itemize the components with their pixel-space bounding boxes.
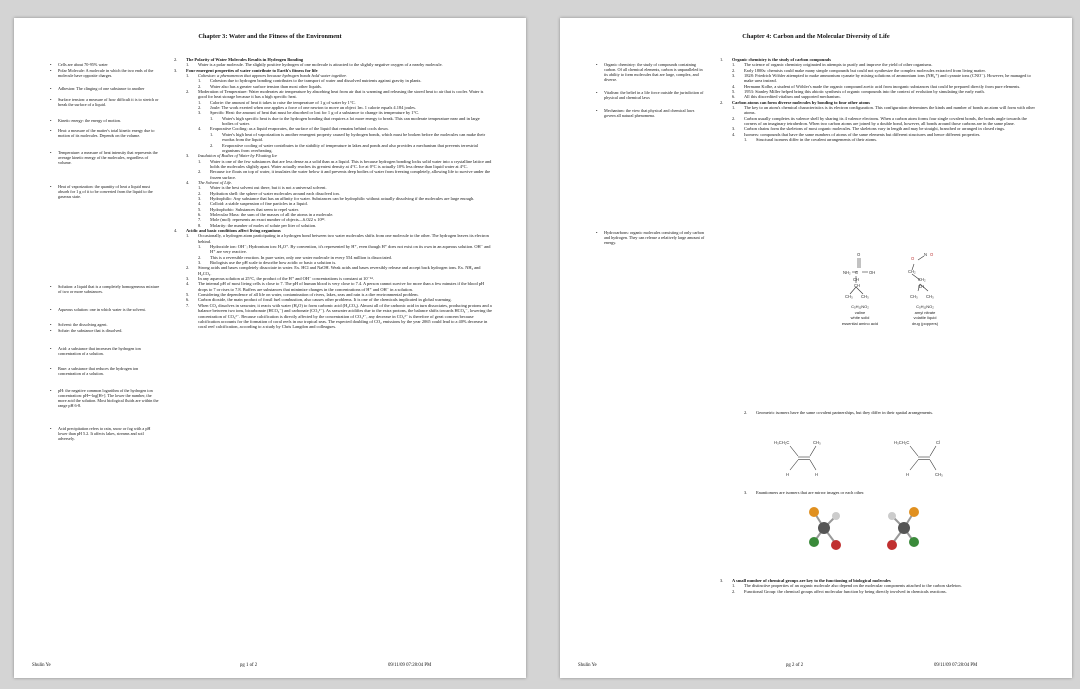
valine-kind: essential amino acid	[841, 320, 879, 326]
margin-note	[596, 230, 706, 245]
outline-text: Functional Group: the chemical groups affect molecular function by being directly involved in chemicals reactions.	[744, 588, 947, 594]
bullet-icon: •	[50, 346, 52, 351]
outline-text: Colloid: a stable suspension of fine particles in a liquid.	[210, 201, 308, 207]
outline-item	[174, 233, 492, 244]
margin-note-text: Aqueous solution: one in which water is the solvent.	[58, 307, 146, 312]
outline-text: Cohesion due to hydrogen bonding contributes to the transport of water and dissolved nutrients against gravity in plants.	[210, 78, 422, 84]
bullet-icon: •	[50, 62, 52, 67]
outline-text: Hydration shell: the sphere of water molecules around each dissolved ion.	[210, 190, 340, 196]
outline-number: 3.	[186, 276, 190, 282]
outline-text: Water is one of the few substances that are less dense as a solid than as a liquid. This is because hydrogen bonding locks solid water into a crystalline lattice and holds the molecules slightly apart. Water actually reaches its greatest density at 4°C. Ice at 0°C is actually 10% less dense than liquid water at 4°C.	[210, 158, 492, 169]
margin-note-text: Solvent: the dissolving agent.	[58, 322, 108, 327]
geometric-isomers-figure	[758, 436, 1008, 482]
main-outline	[720, 57, 1038, 143]
geo-left-group-2: CH₃	[813, 440, 821, 445]
margin-note-text: Solute: the substance that is dissolved.	[58, 328, 123, 333]
svg-text:OH: OH	[869, 270, 876, 275]
margin-note-text: Solution: a liquid that is a completely homogeneous mixture of two or more substances.	[58, 284, 160, 294]
outline-number: 3.	[186, 153, 190, 159]
margin-note	[596, 62, 706, 82]
bullet-icon: •	[596, 90, 598, 95]
footer-date: 09/11/09 07:28:04 PM	[388, 663, 432, 668]
outline-text: Isomers: compounds that have the same numbers of atoms of the same elements but different structures and hence different properties.	[744, 131, 981, 137]
amyl-nitrate-caption	[904, 304, 946, 326]
svg-text:CH₂: CH₂	[918, 277, 926, 282]
margin-note	[50, 307, 160, 312]
svg-text:CH₃: CH₃	[910, 294, 918, 299]
outline-text: Mole (mol): represents an exact number of objects—6.022 x 10²³.	[210, 217, 326, 223]
svg-text:CH₃: CH₃	[861, 294, 869, 299]
outline-number: 6.	[186, 297, 190, 303]
outline-number: 4.	[198, 126, 202, 132]
outline-text: This is a reversible reaction. In pure water, only one water molecule in every 554 million is dissociated.	[210, 254, 392, 260]
svg-text:CH₂: CH₂	[908, 269, 916, 274]
margin-note	[50, 128, 160, 138]
outline-item	[720, 589, 1038, 594]
document-page-2	[560, 18, 1072, 678]
margin-note-text: Polar Molecule: A molecule in which the two ends of the molecule have opposite charges.	[58, 68, 154, 78]
outline-number: 5.	[186, 292, 190, 298]
outline-number: 1.	[732, 105, 736, 111]
outline-number: 1.	[186, 233, 190, 239]
margin-note	[50, 346, 160, 356]
outline-number: 2.	[210, 142, 214, 148]
outline-text: Cohesion: a phenomenon that appears because hydrogen bonds hold water together.	[198, 73, 347, 79]
margin-note	[50, 86, 160, 91]
bullet-icon: •	[50, 366, 52, 371]
footer-author: Shulin Ye	[578, 663, 597, 668]
amyl-nitrate-name: amyl nitrate	[914, 309, 936, 315]
main-outline-geometric	[720, 410, 1038, 415]
margin-note-text: pH: the negative common logarithm of the hydrogen ion concentration: pH=-log[H+]. The lower the number, the more acid the solution. Most biological fluids are within the range pH 6-8.	[58, 388, 159, 408]
outline-number: 4.	[732, 83, 736, 89]
footer-page-number: pg 1 of 2	[240, 663, 258, 668]
outline-text: Four emergent properties of water contribute to Earth's fitness for life	[186, 67, 318, 73]
outline-text: 1828: Friedrich Wöhler attempted to make ammonium cyanate by mixing solutions of ammonium ions (NH₄⁺) and cyanate ions (CNO⁻). However, he managed to make urea instead.	[744, 73, 1031, 84]
geo-right-group-2: Cl	[936, 440, 940, 445]
outline-number: 2.	[744, 410, 748, 415]
margin-note-text: Hydrocarbons: organic molecules consisting of only carbon and hydrogen. They can release a relatively large amount of energy.	[604, 230, 705, 245]
outline-number: 2.	[732, 115, 736, 121]
valine-formula: C₅H₁₁NO₂	[851, 304, 869, 309]
outline-text: Hydrophobic: Substances that seem to repel water.	[210, 206, 299, 212]
outline-text: Carbon atoms can form diverse molecules by bonding to four other atoms	[732, 99, 871, 105]
bullet-icon: •	[50, 68, 52, 73]
outline-text: Acidic and basic conditions affect living organisms	[186, 228, 281, 233]
outline-number: 4.	[186, 179, 190, 185]
outline-number: 3.	[732, 73, 736, 79]
svg-text:O: O	[930, 252, 934, 257]
bullet-icon: •	[596, 62, 598, 67]
outline-number: 2.	[198, 190, 202, 196]
margin-note	[50, 322, 160, 327]
margin-note-text: Base: a substance that reduces the hydrogen ion concentration of a solution.	[58, 366, 139, 376]
outline-number: 1.	[198, 158, 202, 164]
outline-item	[720, 73, 1038, 84]
margin-note	[50, 366, 160, 376]
bullet-icon: •	[596, 230, 598, 235]
outline-item	[720, 490, 1038, 495]
outline-text: Considering the dependence of all life on water, contamination of rivers, lakes, seas and rain is a dire environmental problem.	[198, 292, 419, 298]
outline-text: Strong acids and bases completely dissociate in water. Ex. HCl and NaOH. Weak acids and bases reversibly release and accept back hydrogen ions. Ex. NH₃ and H₂CO₃.	[198, 265, 481, 276]
margin-note	[50, 184, 160, 199]
outline-text: Hydroxide ion: OH⁻; Hydronium ion: H₃O⁺. By convention, it's represented by H⁺, even though H⁺ does not exist on its own in an aqueous solution. OH⁻ and H⁺ are very reactive.	[210, 244, 491, 255]
outline-text: When CO₂ dissolves in seawater, it reacts with water (H₂O) to form carbonic acid (H₂CO₃). Almost all of the carbonic acid in turn dissociates, producing protons and a balance between two ions, bicarbonate (HCO₃⁻) and carbonate (CO₃²⁻). As seawater acidifies due to the extra protons, the balance shifts towards HCO₃⁻, lowering the concentration of CO₃²⁻. Because calcification is directly affected by the concentration of CO₃²⁻, any decrease in CO₃²⁻ is therefore of great concern because calcification accounts for the formation of coral reefs in our tropical seas. The expected doubling of CO₂ emissions by the year 2065 could lead to a 40% decrease in coral reef calcification, according to a study by Chris Langdon and colleagues.	[198, 302, 492, 330]
margin-note-text: Temperature: a measure of heat intensity that represents the average kinetic energy of the molecules, regardless of volume.	[58, 150, 158, 165]
outline-number: 2.	[186, 89, 190, 95]
outline-text: Calorie: the amount of heat it takes to raise the temperature of 1 g of water by 1°C.	[210, 99, 356, 105]
margin-note	[596, 90, 706, 100]
geo-left-group-1: H₃CH₂C	[774, 440, 790, 445]
amyl-nitrate-state: volatile liquid	[913, 315, 937, 320]
footer-page-number: pg 2 of 2	[786, 663, 804, 668]
bullet-icon: •	[50, 118, 52, 123]
outline-number: 2.	[174, 57, 178, 62]
outline-text: Early 1800s: chemists could make many simple compounds but could not synthesize the complex molecules extracted from living matter.	[744, 67, 986, 73]
outline-text: The Solvent of Life.	[198, 179, 233, 185]
margin-note-text: Adhesion: The clinging of one substance to another	[58, 86, 145, 91]
outline-number: 1.	[732, 583, 736, 589]
outline-item	[174, 265, 492, 276]
margin-note-text: Acid precipitation refers to rain, snow or fog with a pH lower than pH 5.2. It affects lakes, streams and soil adversely.	[58, 426, 151, 441]
outline-number: 2.	[198, 254, 202, 260]
bullet-icon: •	[50, 128, 52, 133]
margin-note-text: Surface tension: a measure of how difficult it is to stretch or break the surface of a liquid.	[58, 97, 159, 107]
margin-note-text: Kinetic energy: the energy of motion.	[58, 118, 121, 123]
outline-number: 2.	[198, 169, 202, 175]
outline-text: Insulation of Bodies of Water by Floating Ice	[198, 153, 278, 159]
outline-text: Because ice floats on top of water, it insulates the water below it and prevents deep bodies of water from freezing completely, allowing life to survive under the frozen surface.	[210, 169, 491, 180]
outline-item	[720, 116, 1038, 127]
margin-note-text: Acid: a substance that increases the hydrogen ion concentration of a solution.	[58, 346, 141, 356]
outline-number: 4.	[186, 281, 190, 287]
outline-number: 1.	[732, 62, 736, 68]
svg-text:CH₃: CH₃	[926, 294, 934, 299]
bullet-icon: •	[50, 307, 52, 312]
outline-text: All this discredited vitalism and supported mechanism.	[744, 94, 841, 100]
outline-number: 5.	[732, 89, 736, 95]
outline-text: Carbon usually completes its valence shell by sharing its 4 valence electrons. When a carbon atom forms four single covalent bonds, the bonds angle towards the corners of an imaginary tetrahedron. When two carbon atoms are joined by a double bond, however, all bonds around those carbons are in the same plane.	[744, 115, 1027, 127]
outline-number: 5.	[198, 206, 202, 212]
outline-number: 2.	[732, 67, 736, 73]
outline-text: The internal pH of most living cells is close to 7. The pH of human blood is very close to 7.4. A person cannot survive for more than a few minutes if the blood pH drops to 7 or rises to 7.8. Buffers are substances that minimize changes in the concentrations of H⁺ and OH⁻ in a solution.	[198, 281, 485, 292]
outline-text: Enantiomers are isomers that are mirror images or each other.	[756, 490, 865, 495]
outline-item	[174, 159, 492, 170]
page-title: Chapter 4: Carbon and the Molecular Diversity of Life	[742, 33, 890, 40]
margin-note-text: Vitalism: the belief in a life force outside the jurisdiction of physical and chemical laws	[604, 90, 704, 100]
outline-text: Specific Heat: the amount of heat that must be absorbed or lost for 1 g of a substance to change its temperature by 1°C.	[210, 110, 420, 116]
outline-item	[174, 244, 492, 255]
geo-left-group-3: H	[786, 472, 790, 477]
svg-text:CH: CH	[854, 283, 861, 288]
outline-item	[174, 281, 492, 292]
margin-note	[50, 388, 160, 408]
outline-item	[174, 89, 492, 100]
bullet-icon: •	[50, 150, 52, 155]
outline-number: 1.	[198, 99, 202, 105]
geo-right-group-4: CH₃	[935, 472, 943, 477]
outline-number: 1.	[186, 73, 190, 79]
document-page-1	[14, 18, 526, 678]
outline-number: 4.	[174, 228, 178, 233]
outline-text: Evaporative Cooling: as a liquid evaporates, the surface of the liquid that remains behind cools down.	[210, 126, 389, 132]
outline-number: 7.	[186, 302, 190, 308]
outline-number: 2.	[198, 105, 202, 111]
outline-item	[174, 169, 492, 180]
svg-text:O: O	[857, 252, 861, 257]
margin-note	[50, 97, 160, 107]
outline-number: 2.	[186, 265, 190, 271]
margin-note-text: Heat of vaporization: the quantity of heat a liquid must absorb for 1 g of it to be converted from the liquid to the gaseous state.	[58, 184, 153, 199]
geo-left-group-4: H	[815, 472, 819, 477]
bullet-icon: •	[50, 284, 52, 289]
outline-number: 1.	[720, 57, 724, 62]
svg-text:NH₂: NH₂	[843, 270, 851, 275]
main-outline-enantiomers	[720, 490, 1038, 495]
outline-number: 1.	[210, 115, 214, 121]
outline-number: 6.	[198, 211, 202, 217]
outline-text: Evaporative cooling of water contributes to the stability of temperature in lakes and ponds and also provides a mechanism that prevents terrestrial organisms from overheating.	[222, 142, 478, 153]
outline-number: 1.	[210, 131, 214, 137]
bullet-icon: •	[50, 97, 52, 102]
outline-text: Moderation of Temperature: Water moderates air temperature by absorbing heat from air that is warming and releasing the stored heat to air that is cooler. Water is good for heat storage because it has a high specific heat.	[198, 89, 484, 100]
outline-number: 3.	[174, 67, 178, 73]
outline-text: The key to an atom's chemical characteristics is its electron configuration. This configuration determines the kinds and number of bonds an atom will form with other atoms.	[744, 105, 1035, 116]
bullet-icon: •	[50, 426, 52, 431]
bullet-icon: •	[50, 322, 52, 327]
outline-number: 1.	[186, 62, 190, 68]
outline-item	[174, 143, 492, 154]
outline-text: Water is the best solvent out there, but it is not a universal solvent.	[210, 185, 327, 191]
outline-number: 2.	[720, 99, 724, 105]
outline-number: 3.	[198, 110, 202, 116]
margin-note	[50, 150, 160, 165]
outline-text: Joule: The work exerted when one applies a force of one newton to move an object 1m. 1 calorie equals 4.184 joules.	[210, 105, 416, 111]
margin-note	[50, 68, 160, 78]
outline-text: The science of organic chemistry originated in attempts to purify and improve the yield of other organisms.	[744, 62, 933, 68]
outline-number: 1.	[198, 78, 202, 84]
valine-state: white solid	[850, 315, 870, 320]
outline-number: 2.	[198, 83, 202, 89]
outline-text: Water is a polar molecule. The slightly positive hydrogen of one molecule is attracted to the slightly negative oxygen of a nearby molecule.	[198, 62, 443, 68]
outline-text: Water's high heat of vaporization is another emergent property caused by hydrogen bonds, which must be broken before the molecules can make their exodus from the liquid.	[222, 131, 486, 143]
outline-text: Biologists use the pH scale to describe how acidic or basic a solution is.	[210, 260, 337, 266]
bullet-icon: •	[596, 108, 598, 113]
amyl-nitrate-kind: drug (poppers)	[911, 320, 939, 326]
margin-note	[50, 284, 160, 294]
outline-text: The Polarity of Water Molecules Results in Hydrogen Bonding	[186, 57, 304, 62]
outline-text: Water also has a greater surface tension than most other liquids.	[210, 83, 322, 89]
margin-note-text: Mechanism: the view that physical and chemical laws govern all natural phenomena.	[604, 108, 695, 118]
outline-item	[720, 105, 1038, 116]
outline-item	[174, 116, 492, 127]
outline-text: Geometric isomers have the same covalent partnerships, but they differ in their spatial arrangements.	[756, 410, 934, 415]
outline-number: 8.	[198, 222, 202, 228]
outline-number: 3.	[198, 260, 202, 266]
footer-date: 09/11/09 07:28:04 PM	[934, 663, 978, 668]
outline-number: 3.	[198, 195, 202, 201]
outline-number: 6.	[732, 94, 736, 100]
svg-text:CH₃: CH₃	[845, 294, 853, 299]
outline-text: Structural isomers differ in the covalent arrangements of their atoms.	[756, 137, 878, 143]
outline-text: Molecular Mass: the sum of the masses of all the atoms in a molecule.	[210, 211, 334, 217]
outline-number: 3.	[720, 578, 724, 583]
bullet-icon: •	[50, 388, 52, 393]
svg-text:CH: CH	[918, 284, 925, 289]
amyl-nitrate-formula: C₅H₁₁NO₂	[916, 304, 934, 309]
page-title: Chapter 3: Water and the Fitness of the Environment	[198, 33, 342, 40]
outline-number: 3.	[744, 490, 748, 495]
outline-number: 2.	[732, 588, 736, 594]
outline-text: Molarity: the number of moles of solute per liter of solution.	[210, 222, 317, 228]
outline-text: Occasionally, a hydrogen atom participating in a hydrogen bond between two water molecules shifts from one molecule to the other. The hydrogen leaves its electron behind.	[198, 233, 489, 244]
svg-text:N: N	[924, 252, 928, 257]
outline-item	[720, 410, 1038, 415]
outline-text: A small number of chemical groups are key to the functioning of biological molecules	[732, 578, 891, 583]
margin-note	[596, 108, 706, 118]
footer-author: Shulin Ye	[32, 663, 51, 668]
margin-note	[50, 426, 160, 441]
outline-text: Water's high specific heat is due to the hydrogen bonding that requires a lot more energy to break. This can moderate temperature near and in large bodies of water.	[222, 115, 480, 127]
outline-number: 7.	[198, 217, 202, 223]
bullet-icon: •	[50, 86, 52, 91]
margin-note	[50, 328, 160, 333]
outline-text: Hydrophilic: Any substance that has an affinity for water. Substances can be hydrophilic without actually dissolving if the molecules are large enough.	[210, 195, 475, 201]
bullet-icon: •	[50, 328, 52, 333]
bullet-icon: •	[50, 184, 52, 189]
outline-text: Hermann Kolbe, a student of Wöhler's made the organic compound acetic acid from inorganic substances that could be prepared directly from pure elements.	[744, 83, 1021, 89]
outline-number: 4.	[198, 201, 202, 207]
outline-text: The distinctive properties of an organic molecule also depend on the molecular components attached to the carbon skeleton.	[744, 583, 962, 589]
margin-note-text: Heat: a measure of the matter's total kinetic energy due to motion of its molecules. Depends on the volume.	[58, 128, 155, 138]
valine-caption	[840, 304, 880, 326]
main-outline-functional	[720, 578, 1038, 594]
svg-text:CH: CH	[853, 277, 860, 282]
margin-note	[50, 62, 160, 67]
enantiomers-figure	[792, 502, 942, 554]
valine-name: valine	[854, 309, 866, 315]
svg-text:C: C	[855, 270, 859, 275]
geo-right-group-3: H	[906, 472, 910, 477]
outline-text: In any aqueous solution at 25°C, the product of the H⁺ and OH⁻ concentrations is constant at 10⁻¹⁴.	[198, 276, 374, 282]
outline-item	[720, 137, 1038, 142]
margin-note-text: Organic chemistry: the study of compounds containing carbon. Of all chemical elements, carbon is unparalleled in its ability to form molecules that are large, complex, and diverse.	[604, 62, 703, 82]
main-outline	[174, 57, 492, 330]
margin-note-text: Cells are about 70-95% water	[58, 62, 108, 67]
outline-item	[174, 132, 492, 143]
outline-text: Carbon dioxide, the main product of fossil fuel combustion, also causes other problems. It is one of the chemicals implicated in global warming.	[198, 297, 452, 303]
svg-text:O: O	[911, 256, 915, 261]
outline-text: Carbon chains form the skeletons of most organic molecules. The skeletons vary in length and may be straight, branched or arranged in closed rings.	[744, 126, 1006, 132]
outline-number: 4.	[732, 131, 736, 137]
outline-text: Organic chemistry is the study of carbon compounds	[732, 57, 831, 62]
outline-item	[174, 303, 492, 330]
outline-number: 1.	[744, 137, 748, 143]
outline-number: 3.	[732, 126, 736, 132]
geo-right-group-1: H₃CH₂C	[894, 440, 910, 445]
outline-number: 1.	[198, 185, 202, 191]
outline-number: 1.	[198, 244, 202, 250]
outline-text: 1953: Stanley Miller helped bring this abiotic synthesis of organic compounds into the context of evolution by simulating the early earth.	[744, 89, 985, 95]
margin-note	[50, 118, 160, 123]
structural-isomers-figure	[838, 250, 958, 304]
